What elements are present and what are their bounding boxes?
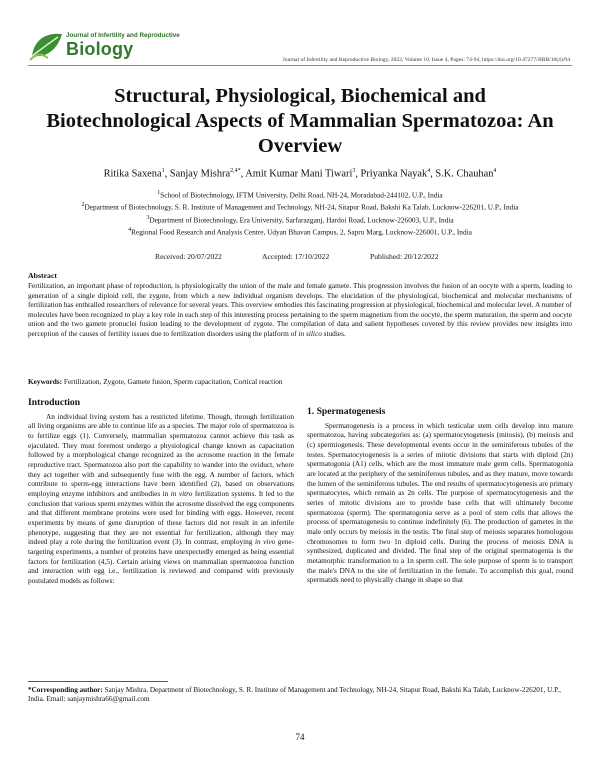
author-list: Ritika Saxena$^1$, Sanjay Mishra$^{2,4*}$, Amit Kumar Mani Tiwari$^3$, Priyanka Nayak$^4$, S.K. Chauhan$^4$ (103, 168, 497, 180)
author-sup: 3 (352, 168, 356, 174)
author-name: Sanjay Mishra (169, 168, 231, 180)
keywords-label: Keywords: (28, 377, 63, 386)
introduction-column (28, 398, 294, 585)
received-date: Received: 20/07/2022 (155, 252, 222, 261)
header-rule (28, 65, 572, 66)
accepted-date: Accepted: 17/10/2022 (262, 252, 330, 261)
journal-citation: Journal of Infertility and Reproductive Biology, 2022, Volume 10, Issue 4, Pages: 74-94, https://doi.org/10.47277/JIRB/10(4)/94 (282, 57, 570, 63)
author-sup: 4 (493, 168, 497, 174)
author-name: Priyanka Nayak (360, 168, 428, 180)
author-sup: 1 (161, 168, 165, 174)
abstract-text: Fertilization, an important phase of reproduction, is physiologically the union of the male and female gamete. This progression involves the fusion of an oocyte with a sperm, leading to generation of a single diploid cell, the zygote, from which a new individual organism develops. The elucidation of the physiological, biochemical and molecular mechanisms of fertilization has enthralled researchers of relevance for several years. This overview embodies this fascinating progression at physiological, biochemical and molecular level. A number of molecules have been recognized to play a key role in each step of this interesting process pertaining to the sperm magnetism from the oocyte, the sperm maturation, the sperm and oocyte union and the two gamete pronuclei fusion leading to the development of zygote. The compilation of data and salient hypotheses covered by this review provides new insights into perception of the causes of fertility issues due to fertilization disorders using the platform of in silico studies. (28, 281, 572, 338)
published-date: Published: 20/12/2022 (370, 252, 439, 261)
footnote-rule (28, 681, 168, 682)
article-title: Structural, Physiological, Biochemical and Biotechnological Aspects of Mammalian Spermatozoa: An Overview (46, 85, 554, 157)
leaf-logo-icon (28, 30, 64, 62)
author-name: S.K. Chauhan (435, 168, 494, 180)
affiliation: $^3$Department of Biotechnology, Era University, Sarfarazganj, Hardoi Road, Lucknow-226003, U.P., India (146, 214, 454, 225)
logo-text-big: Biology (66, 39, 134, 59)
spermatogenesis-paragraph: Spermatogenesis is a process in which testicular stem cells develop into mature spermatozoa, having subcategories as: (a) spermatocytogenesis (mitosis), (b) meiosis and (c) spermiogenesis. These developmental events occur in the seminiferous tubules of the testes. Spermatocytogenesis is a series of mitotic divisions that starts with diploid (2n) spermatogonia (A1) cells, which are the most immature male germ cells. Spermatogonia are located at the periphery of the seminiferous tubules, and as they mature, move towards the lumen of the seminiferous tubules. The end results of spermatocytogenesis are primary spermatocytes, which remain as 2n cells. The purpose of spermatocytogenesis and the series of mitotic divisions are to provide base cells that will ultimately become spermatozoa (sperm). The spermatogonia serve as a pool of stem cells that allows the process of spermatogenesis to continue indefinitely (6). The production of gametes in the male only occurs by meiosis in the testis. The final step of meiosis separates homologous chromosomes to form two 1n diploid cells. During the process of meiosis DNA is synthesized, duplicated and divided. The final step of the original spermatogenia is the metamorphic transformation to a 1n sperm cell. The sole purpose of sperm is to transport the male's DNA to the site of fertilization in the female. To accomplish this goal, round spermatids need to physically change in shape so that (307, 420, 573, 585)
abstract-heading: Abstract (28, 271, 58, 280)
introduction-paragraph: An individual living system has a restricted lifetime. Though, through fertilization all living organisms are able to continue life as a species. The major role of spermatozoa is to fertilize eggs (1). Conversely, mammalian spermatozoa cannot achieve this task as ejaculated. They must foremost undergo a physiological change known as capacitation followed by a morphological change recognized as the acrosome reaction in the female reproductive tract. Spermatozoa also port the capability to wander into the oviduct, where they act together with and subsequently fuse with the egg. A number of factors, which contribute to sperm-egg interactions have been identified (2), based on observations employing enzyme inhibitors and antibodies in in vitro fertilization systems. It led to the conclusion that various sperm enzymes within the acrosome dissolved the egg components and that different membrane proteins were used for binding with eggs. However, recent experiments by means of gene disruption of these factors did not result in an infertile phenotype, suggesting that they are not essential for fertilization, although they may indeed play a role during the fertilization event (3). In contrast, employing in vivo gene-targeting experiments, a number of proteins have unexpectedly emerged as being essential factors for fertilization (4,5). Certain arising views on mammalian spermatozoa function and interaction with egg i.e., fertilization is reviewed and compared with previously postulated models as follows: (28, 411, 295, 585)
affiliation: $^4$Regional Food Research and Analysis Centre, Udyan Bhavan Campus, 2, Sapru Marg, Lucknow-226001, U.P., India (128, 227, 472, 237)
corresponding-author-footnote: *Corresponding author: Sanjay Mishra, Department of Biotechnology, S. R. Institute of Management and Technology, NH-24, Sitapur Road, Bakshi Ka Talab, Lucknow-226201, U.P., India. Email: sanjaymishra66@gmail.com (28, 686, 561, 704)
affiliations (40, 188, 560, 238)
author-sup: 4 (427, 168, 431, 174)
spermatogenesis-heading: 1. Spermatogenesis (307, 406, 386, 417)
affiliation: $^2$Department of Biotechnology, S. R. Institute of Management and Technology, NH-24, Sitapur Road, Bakshi Ka Talab, Lucknow-226201, U.P., India (81, 202, 519, 212)
journal-logo (28, 28, 178, 64)
keywords (28, 377, 572, 386)
affiliation: $^1$School of Biotechnology, IFTM University, Delhi Road, NH-24, Moradabad-244102, U.P., India (157, 190, 443, 200)
logo-text-small: Journal of Infertility and Reproductive (66, 32, 180, 39)
page-number: 74 (295, 732, 305, 742)
author-name: Amit Kumar Mani Tiwari (245, 168, 353, 180)
spermatogenesis-column (307, 407, 573, 585)
author-sup: 2,4* (230, 168, 241, 174)
keywords-text: Fertilization, Zygote, Gamete fusion, Sperm capacitation, Cortical reaction (62, 377, 283, 386)
author-name: Ritika Saxena (103, 168, 162, 180)
introduction-heading: Introduction (28, 397, 81, 408)
